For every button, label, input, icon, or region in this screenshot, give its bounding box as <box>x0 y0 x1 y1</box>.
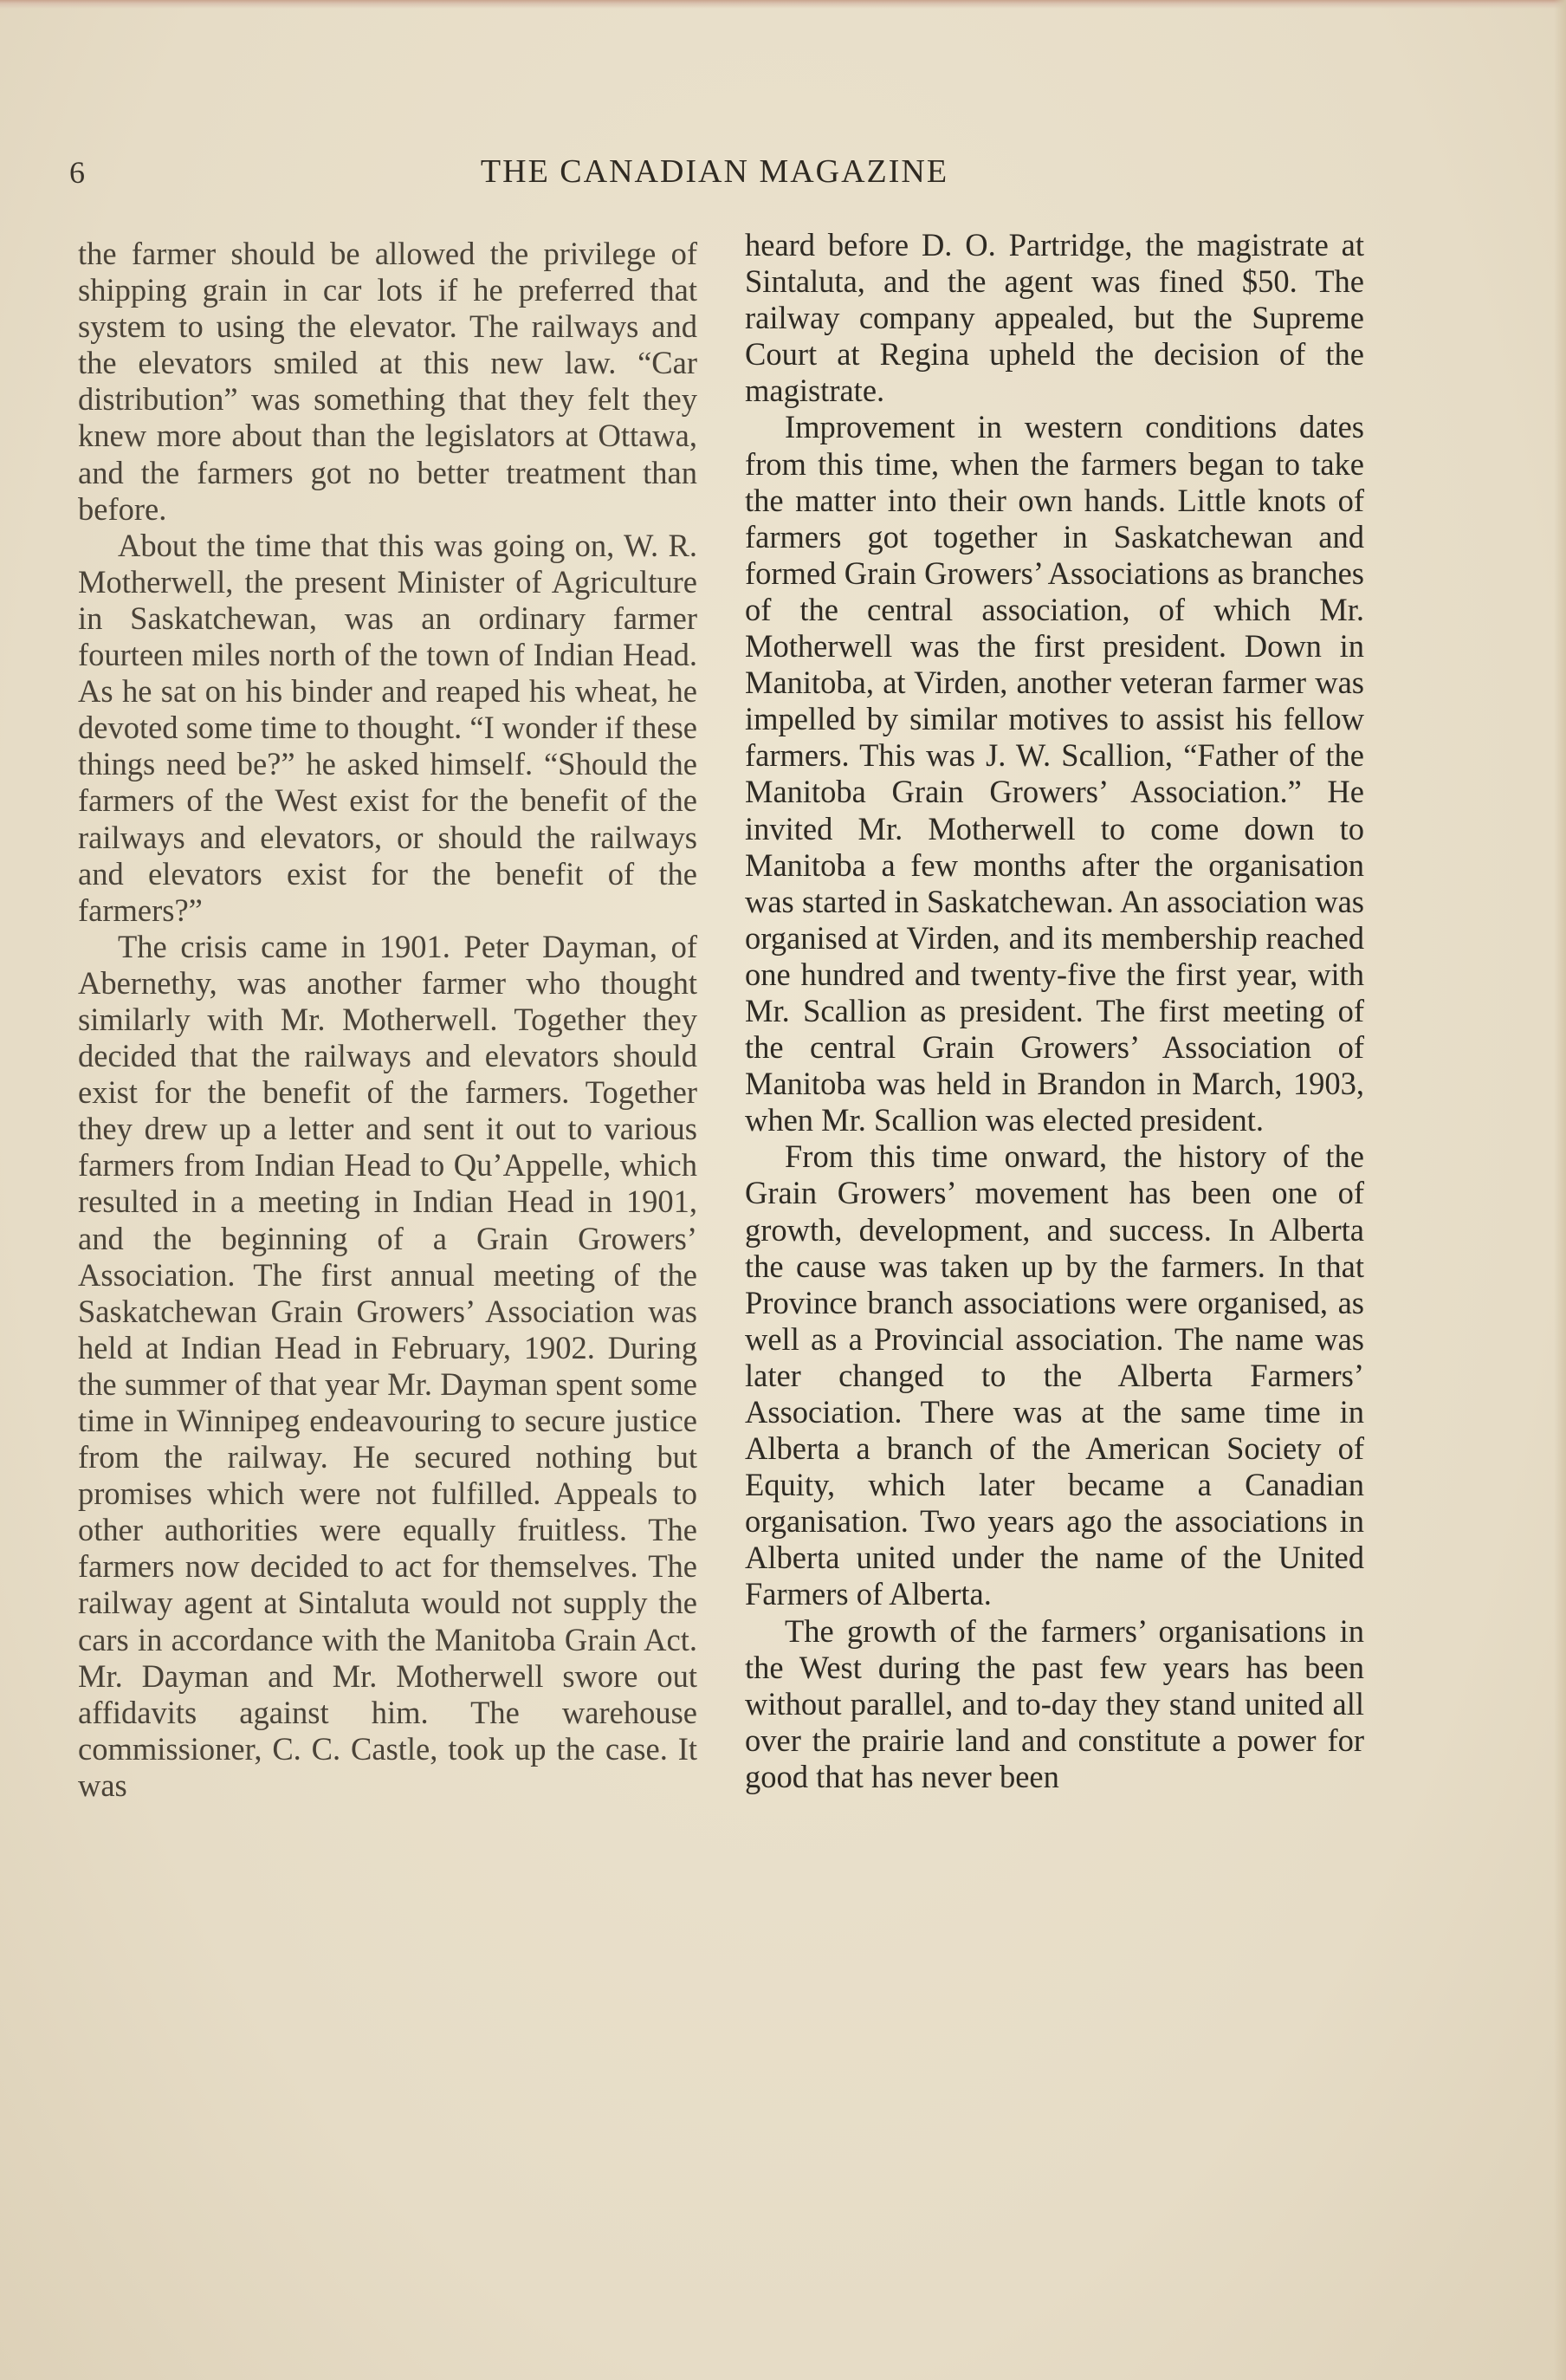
paragraph: Improvement in western conditions dates from this time, when the farmers began to take the matter into their own hands. Little knots of farmers got together in Saskatchewan and formed Grain Growers’ Associations as branches of the central association, of which Mr. Motherwell was the first president. Down in Manitoba, at Virden, another veteran farmer was impelled by similar motives to assist his fellow farmers. This was J. W. Scallion, “Father of the Manitoba Grain Growers’ Association.” He invited Mr. Motherwell to come down to Manitoba a few months after the organisation was started in Saskatchewan. An association was organised at Virden, and its membership reached one hundred and twenty-five the first year, with Mr. Scallion as president. The first meeting of the central Grain Growers’ Association of Manitoba was held in Brandon in March, 1903, when Mr. Scallion was elected president. <box>745 409 1364 1138</box>
paragraph: The crisis came in 1901. Peter Dayman, of Abernethy, was another farmer who thought similarly with Mr. Motherwell. Together they decided that the railways and elevators should exist for the benefit of the farmers. Together they drew up a letter and sent it out to various farmers from Indian Head to Qu’Appelle, which resulted in a meeting in Indian Head in 1901, and the beginning of a Grain Growers’ Association. The first annual meeting of the Saskatchewan Grain Growers’ Association was held at Indian Head in February, 1902. During the summer of that year Mr. Dayman spent some time in Winnipeg endeavouring to secure justice from the railway. He secured nothing but promises which were not fulfilled. Appeals to other authorities were equally fruitless. The farmers now decided to act for themselves. The railway agent at Sintaluta would not supply the cars in accordance with the Manitoba Grain Act. Mr. Dayman and Mr. Motherwell swore out affidavits against him. The warehouse commissioner, C. C. Castle, took up the case. It was <box>78 928 697 1803</box>
page-header <box>69 149 1360 201</box>
right-column <box>745 227 1364 1795</box>
paragraph: the farmer should be allowed the privilege of shipping grain in car lots if he preferred that system to using the elevator. The railways and the elevators smiled at this new law. “Car distribution” was something that they felt they knew more about than the legislators at Ottawa, and the farmers got no better treatment than before. <box>78 236 697 527</box>
page-top-edge <box>0 0 1566 9</box>
running-title: THE CANADIAN MAGAZINE <box>480 153 949 190</box>
paragraph: About the time that this was going on, W. R. Motherwell, the present Minister of Agriculture in Saskatchewan, was an ordinary farmer fourteen miles north of the town of Indian Head. As he sat on his binder and reaped his wheat, he devoted some time to thought. “I wonder if these things need be?” he asked himself. “Should the farmers of the West exist for the benefit of the railways and elevators, or should the railways and elevators exist for the benefit of the farmers?” <box>78 527 697 928</box>
left-column <box>78 236 697 1804</box>
page-right-edge <box>1554 0 1566 2380</box>
page-number: 6 <box>69 155 85 190</box>
paragraph: heard before D. O. Partridge, the magistrate at Sintaluta, and the agent was fined $50. The railway company appealed, but the Supreme Court at Regina upheld the decision of the magistrate. <box>745 227 1364 409</box>
paragraph: The growth of the farmers’ organisations in the West during the past few years has been without parallel, and to-day they stand united all over the prairie land and constitute a power for good that has never been <box>745 1612 1364 1794</box>
paragraph: From this time onward, the history of the Grain Growers’ movement has been one of growth, development, and success. In Alberta the cause was taken up by the farmers. In that Province branch associations were organised, as well as a Provincial association. The name was later changed to the Alberta Farmers’ Association. There was at the same time in Alberta a branch of the American Society of Equity, which later became a Canadian organisation. Two years ago the associations in Alberta united under the name of the United Farmers of Alberta. <box>745 1138 1364 1612</box>
